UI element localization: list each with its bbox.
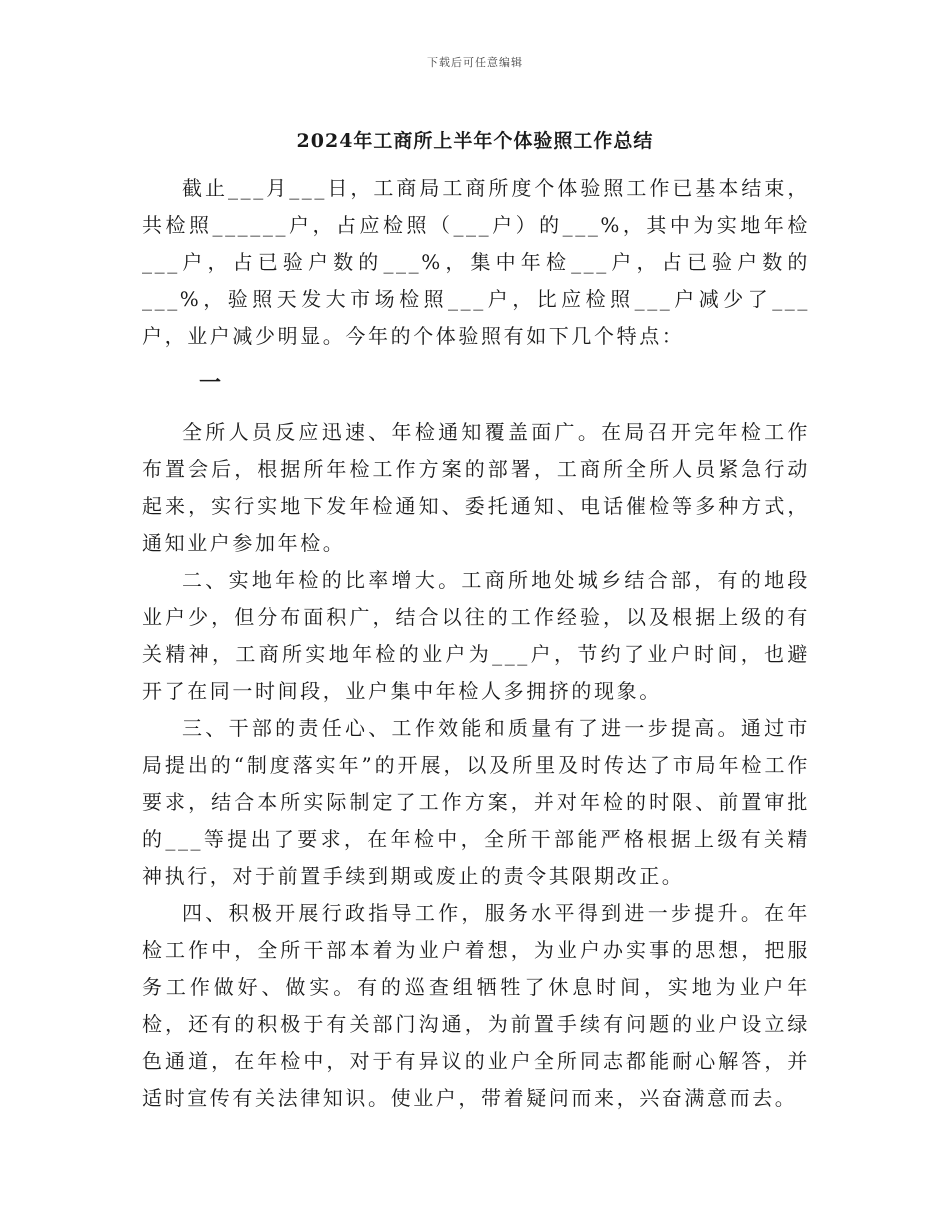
paragraph-4: 四、积极开展行政指导工作，服务水平得到进一步提升。在年检工作中，全所干部本着为业户着想，为业户办实事的思想，把服务工作做好、做实。有的巡查组牺牲了休息时间，实地为业户年检，还有的积极于有关部门沟通，为前置手续有问题的业户设立绿色通道，在年检中，对于有异议的业户全所同志都能耐心解答，并适时宣传有关法律知识。使业户，带着疑问而来，兴奋满意而去。 bbox=[142, 901, 810, 1110]
paragraph-3: 三、干部的责任心、工作效能和质量有了进一步提高。通过市局提出的“制度落实年”的开展，以及所里及时传达了市局年检工作要求，结合本所实际制定了工作方案，并对年检的时限、前置审批的___等提出了要求，在年检中，全所干部能严格根据上级有关精神执行，对于前置手续到期或废止的责令其限期改正。 bbox=[142, 716, 810, 888]
intro-paragraph: 截止___月___日，工商局工商所度个体验照工作已基本结束，共检照______户，占应检照（___户）的___%，其中为实地年检___户，占已验户数的___%，集中年检___户，占已验户数的___%，验照天发大市场检照___户，比应检照___户减少了___户，业户减少明显。今年的个体验照有如下几个特点： bbox=[142, 176, 810, 348]
paragraph-1: 全所人员反应迅速、年检通知覆盖面广。在局召开完年检工作布置会后，根据所年检工作方案的部署，工商所全所人员紧急行动起来，实行实地下发年检通知、委托通知、电话催检等多种方式，通知业户参加年检。 bbox=[142, 420, 810, 555]
intro-block bbox=[142, 170, 810, 355]
section-mark: 一 bbox=[199, 370, 222, 396]
header-note: 下载后可任意编辑 bbox=[427, 56, 523, 69]
paragraph-2: 二、实地年检的比率增大。工商所地处城乡结合部，有的地段业户少，但分布面积广，结合以往的工作经验，以及根据上级的有关精神，工商所实地年检的业户为___户，节约了业户时间，也避开了在同一时间段，业户集中年检人多拥挤的现象。 bbox=[142, 568, 810, 703]
document-title: 2024年工商所上半年个体验照工作总结 bbox=[296, 130, 654, 152]
body-block bbox=[142, 414, 810, 1117]
